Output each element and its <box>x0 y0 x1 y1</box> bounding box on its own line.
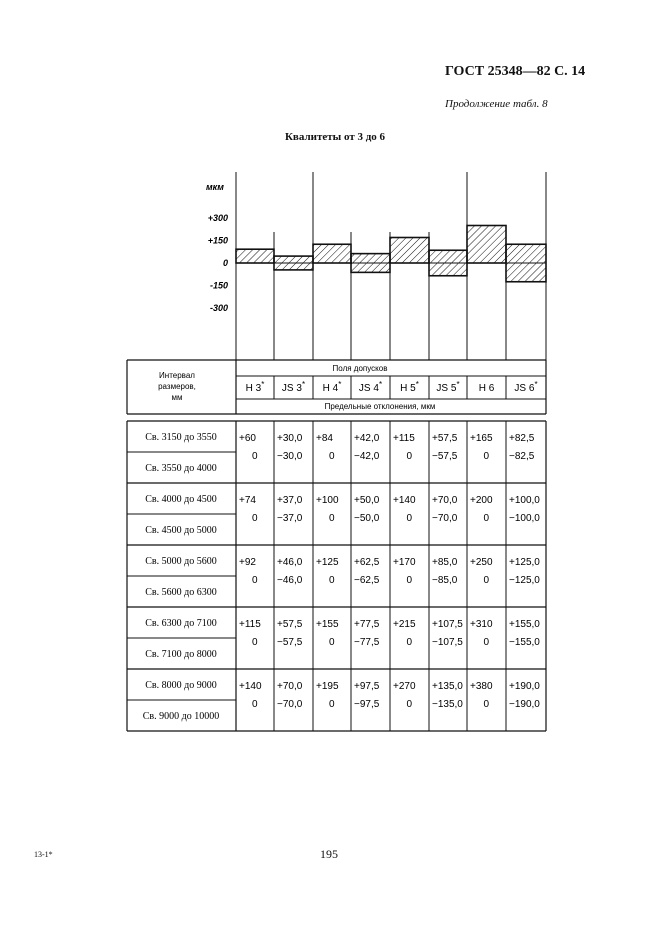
upper-deviation-value: +125 <box>316 557 339 568</box>
lower-deviation-value: −30,0 <box>277 451 303 462</box>
interval-header-text: Интервал <box>159 371 195 380</box>
tolerance-field-header: JS 5* <box>436 380 460 394</box>
lower-deviation-value: −57,5 <box>277 637 303 648</box>
tolerance-field-header: H 6 <box>478 383 495 394</box>
lower-deviation-value: 0 <box>252 637 258 648</box>
y-tick-label: -150 <box>209 280 228 291</box>
upper-deviation-value: +84 <box>316 433 333 444</box>
upper-deviation-value: +310 <box>470 619 493 630</box>
upper-deviation-value: +107,5 <box>432 619 463 630</box>
upper-deviation-value: +42,0 <box>354 433 380 444</box>
upper-deviation-value: +190,0 <box>509 681 540 692</box>
lower-deviation-value: 0 <box>329 637 335 648</box>
lower-deviation-value: 0 <box>483 513 490 524</box>
tolerance-bar <box>313 244 351 263</box>
page-number: 195 <box>320 847 338 861</box>
size-interval-label: Св. 9000 до 10000 <box>142 711 220 722</box>
upper-deviation-value: +70,0 <box>277 681 303 692</box>
upper-deviation-value: +50,0 <box>354 495 380 506</box>
upper-deviation-value: +37,0 <box>277 495 303 506</box>
lower-deviation-value: −135,0 <box>432 699 463 710</box>
interval-header-text: размеров, <box>158 382 196 391</box>
lower-deviation-value: 0 <box>252 575 258 586</box>
y-axis-unit-label: мкм <box>206 182 224 192</box>
upper-deviation-value: +60 <box>239 433 256 444</box>
deviations-table <box>127 360 546 731</box>
lower-deviation-value: 0 <box>406 451 413 462</box>
tolerance-field-header: JS 6* <box>514 380 538 394</box>
upper-deviation-value: +115 <box>239 619 261 630</box>
upper-deviation-value: +155 <box>316 619 339 630</box>
document-header: ГОСТ 25348—82 С. 14 <box>445 64 586 79</box>
upper-deviation-value: +195 <box>316 681 339 692</box>
table-continuation-note: Продолжение табл. 8 <box>445 98 548 110</box>
lower-deviation-value: 0 <box>329 513 335 524</box>
lower-deviation-value: −46,0 <box>277 575 303 586</box>
lower-deviation-value: −62,5 <box>354 575 380 586</box>
upper-deviation-value: +115 <box>393 433 415 444</box>
lower-deviation-value: −107,5 <box>432 637 463 648</box>
upper-deviation-value: +215 <box>393 619 416 630</box>
lower-deviation-value: −70,0 <box>432 513 458 524</box>
upper-deviation-value: +57,5 <box>432 433 458 444</box>
upper-deviation-value: +57,5 <box>277 619 303 630</box>
upper-deviation-value: +140 <box>239 681 262 692</box>
upper-deviation-value: +62,5 <box>354 557 380 568</box>
tolerance-bar <box>467 226 506 264</box>
upper-deviation-value: +380 <box>470 681 493 692</box>
tolerance-field-header: JS 4* <box>358 380 383 394</box>
size-interval-label: Св. 4500 до 5000 <box>145 525 217 536</box>
lower-deviation-value: −85,0 <box>432 575 458 586</box>
lower-deviation-value: −37,0 <box>277 513 303 524</box>
upper-deviation-value: +170 <box>393 557 416 568</box>
upper-deviation-value: +30,0 <box>277 433 303 444</box>
lower-deviation-value: −57,5 <box>432 451 458 462</box>
lower-deviation-value: 0 <box>483 451 490 462</box>
lower-deviation-value: −100,0 <box>509 513 540 524</box>
lower-deviation-value: −190,0 <box>509 699 540 710</box>
tolerance-bar <box>390 238 429 264</box>
lower-deviation-value: −70,0 <box>277 699 303 710</box>
upper-deviation-value: +140 <box>393 495 416 506</box>
lower-deviation-value: 0 <box>329 451 335 462</box>
lower-deviation-value: 0 <box>406 699 413 710</box>
lower-deviation-value: −42,0 <box>354 451 380 462</box>
lower-deviation-value: 0 <box>483 575 490 586</box>
upper-deviation-value: +46,0 <box>277 557 303 568</box>
upper-deviation-value: +97,5 <box>354 681 380 692</box>
size-interval-label: Св. 3550 до 4000 <box>145 463 217 474</box>
upper-deviation-value: +125,0 <box>509 557 540 568</box>
size-interval-label: Св. 5600 до 6300 <box>145 587 217 598</box>
lower-deviation-value: −125,0 <box>509 575 540 586</box>
upper-deviation-value: +270 <box>393 681 416 692</box>
upper-deviation-value: +165 <box>470 433 493 444</box>
tolerance-bar <box>351 254 390 273</box>
tolerance-field-header: JS 3* <box>281 380 306 394</box>
tolerance-field-header: H 3* <box>245 380 265 394</box>
footer-code: 13-1* <box>34 850 53 859</box>
lower-deviation-value: 0 <box>483 637 490 648</box>
lower-deviation-value: 0 <box>406 637 413 648</box>
lower-deviation-value: −155,0 <box>509 637 540 648</box>
lower-deviation-value: 0 <box>329 575 335 586</box>
y-tick-label: +300 <box>207 213 228 223</box>
upper-deviation-value: +135,0 <box>432 681 463 692</box>
upper-deviation-value: +200 <box>470 495 493 506</box>
section-title: Квалитеты от 3 до 6 <box>284 131 386 143</box>
lower-deviation-value: −50,0 <box>354 513 380 524</box>
tolerance-bar <box>236 249 274 263</box>
size-interval-label: Св. 4000 до 4500 <box>145 494 217 505</box>
size-interval-label: Св. 8000 до 9000 <box>145 680 217 691</box>
size-interval-label: Св. 7100 до 8000 <box>145 649 217 660</box>
y-tick-label: -300 <box>209 303 228 313</box>
size-interval-label: Св. 6300 до 7100 <box>145 618 217 629</box>
y-tick-label: 0 <box>222 258 228 268</box>
lower-deviation-value: 0 <box>252 513 258 524</box>
lower-deviation-value: 0 <box>406 575 413 586</box>
tolerance-field-chart <box>206 172 546 360</box>
lower-deviation-value: 0 <box>252 451 258 462</box>
upper-deviation-value: +77,5 <box>354 619 380 630</box>
lower-deviation-value: 0 <box>406 513 413 524</box>
lower-deviation-value: −82,5 <box>509 451 535 462</box>
deviations-header: Предельные отклонения, мкм <box>324 402 436 411</box>
tolerance-bar <box>274 256 313 270</box>
upper-deviation-value: +74 <box>239 495 256 506</box>
interval-header-text: мм <box>171 393 183 402</box>
lower-deviation-value: 0 <box>483 699 490 710</box>
tolerance-bar <box>506 244 546 282</box>
upper-deviation-value: +100,0 <box>509 495 540 506</box>
upper-deviation-value: +250 <box>470 557 493 568</box>
upper-deviation-value: +92 <box>239 557 256 568</box>
lower-deviation-value: 0 <box>329 699 335 710</box>
upper-deviation-value: +155,0 <box>509 619 540 630</box>
size-interval-label: Св. 5000 до 5600 <box>145 556 217 567</box>
tolerance-field-header: H 5* <box>400 380 419 394</box>
lower-deviation-value: 0 <box>252 699 258 710</box>
lower-deviation-value: −77,5 <box>354 637 380 648</box>
upper-deviation-value: +82,5 <box>509 433 535 444</box>
tolerance-bar <box>429 250 467 276</box>
upper-deviation-value: +70,0 <box>432 495 458 506</box>
fields-header: Поля допусков <box>332 364 388 373</box>
tolerance-field-header: H 4* <box>322 380 342 394</box>
upper-deviation-value: +85,0 <box>432 557 458 568</box>
lower-deviation-value: −97,5 <box>354 699 380 710</box>
size-interval-label: Св. 3150 до 3550 <box>145 432 217 443</box>
upper-deviation-value: +100 <box>316 495 339 506</box>
y-tick-label: +150 <box>207 235 228 246</box>
